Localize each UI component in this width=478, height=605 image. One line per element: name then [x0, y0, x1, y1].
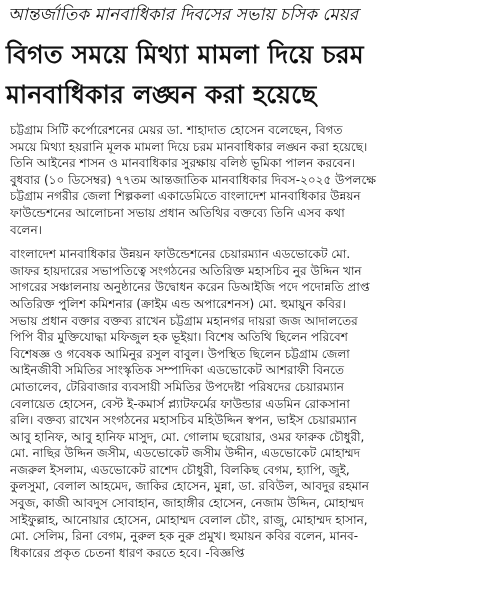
body-line: বুধবার (১০ ডিসেম্বর) ৭৭তম আন্তজাতিক মানবাধিকার দিবস-২০২৫ উপলক্ষে — [10, 172, 377, 187]
body-line: কুলসুমা, বেলাল আহমেদ, জাকির হোসেন, মুন্না, ডা. রবিউল, আবদুর রহমান — [10, 479, 369, 494]
body-line: সময়ে মিথ্যা হয়রানি মূলক মামলা দিয়ে চরম মানবাধিকার লঙ্ঘন করা হয়েছে। — [10, 139, 368, 154]
body-line: আইনজীবী সমিতির সাংস্কৃতিক সম্পাদিকা এডভোকেট আশরাফী বিনতে — [10, 363, 345, 378]
body-line: জাফর হায়দারের সভাপতিত্বে সংগঠনের অতিরিক্ত মহাসচিব নুর উদ্দিন খান — [10, 263, 362, 278]
body-line: তিনি আইনের শাসন ও মানবাধিকার সুরক্ষায় বলিষ্ঠ ভূমিকা পালন করবেন। — [10, 156, 356, 171]
body-line: চট্টগ্রাম সিটি কর্পোরেশনের মেয়র ডা. শাহাদাত হোসেন বলেছেন, বিগত — [10, 123, 343, 137]
body-line: সাইফুল্লাহ, আনোয়ার হোসেন, মোহাম্মদ বেলাল চৌং, রাজু, মোহাম্মদ হাসান, — [10, 512, 368, 527]
headline-line-1: বিগত সময়ে মিথ্যা মামলা দিয়ে চরম — [6, 40, 364, 69]
headline-line-2: মানবাধিকার লঙ্ঘন করা হয়েছে — [6, 80, 317, 109]
body-line: অতিরিক্ত পুলিশ কমিশনার (ক্রাইম এন্ড অপারেশনস) মো. হুমায়ুন কবির। — [10, 296, 346, 311]
body-line: ধিকারের প্রকৃত চেতনা ধারণ করতে হবে। -বিজ্ঞপ্তি — [10, 545, 245, 560]
body-line: মো. সেলিম, রিনা বেগম, নুরুল হক নুরু প্রমুখ। হুমায়ন কবির বলেন, মানব- — [10, 529, 359, 544]
body-line: সবুজ, কাজী আবদুস সোবাহান, জাহাঙ্গীর হোসেন, নেজাম উদ্দিন, মোহাম্মদ — [10, 496, 364, 511]
body-line: পিপি বীর মুক্তিযোদ্ধা মফিজুল হক ভূইয়া। বিশেষ অতিথি ছিলেন পরিবেশ — [10, 330, 348, 345]
body-line: আবু হানিফ, আবু হানিফ মাসুদ, মো. গোলাম ছরোয়ার, ওমর ফারুক চৌধুরী, — [10, 429, 365, 444]
body-line: ফাউন্ডেশনের আলোচনা সভায় প্রধান অতিথির বক্তব্যে তিনি এসব কথা — [10, 205, 345, 220]
body-line: রলি। বক্তব্য রাখেন সংগঠনের মহাসচিব মহিউদ্দিন স্বপন, ভাইস চেয়ারম্যান — [10, 413, 357, 428]
paragraph-1 — [10, 122, 468, 238]
body-line: বেলায়েত হোসেন, বেস্ট ই-কমার্স প্ল্যাটফর্মের ফাউন্ডার এডমিন রোকসানা — [10, 396, 350, 411]
body-line: মোতালেব, টেরিবাজার ব্যবসায়ী সমিতির উপদেষ্টা পরিষদের চেয়ারম্যান — [10, 379, 344, 394]
body-line: মো. নাছির উদ্দিন জসীম, এডভোকেট জসীম উদ্দীন, এডভোকেট মোহাম্মদ — [10, 446, 361, 461]
body-line: বিশেষজ্ঞ ও গবেষক আমিনুর রসুল বাবুল। উপস্থিত ছিলেন চট্টগ্রাম জেলা — [10, 346, 350, 361]
body-line: বাংলাদেশ মানবাধিকার উন্নয়ন ফাউন্ডেশনের চেয়ারম্যান এডভোকেট মো. — [10, 247, 351, 262]
body-line: সাগরের সঞ্চালনায় অনুষ্ঠানের উদ্বোধন করেন ডিআইজি পদে পদোন্নতি প্রাপ্ত — [10, 280, 370, 295]
body-line: চট্টগ্রাম নগরীর জেলা শিল্পকলা একাডেমিতে বাংলাদেশ মানবাধিকার উন্নয়ন — [10, 189, 361, 204]
body-line: সভায় প্রধান বক্তার বক্তব্য রাখেন চট্টগ্রাম মহানগর দায়রা জজ আদালতের — [10, 313, 358, 328]
body-line: বলেন। — [10, 222, 42, 237]
kicker-line: আন্তর্জাতিক মানবাধিকার দিবসের সভায় চসিক মেয়র — [8, 5, 359, 25]
article-body — [10, 122, 468, 561]
paragraph-2 — [10, 246, 468, 561]
body-line: নজরুল ইসলাম, এডভোকেট রাশেদ চৌধুরী, বিলকিছ বেগম, হ্যাপি, জুই, — [10, 462, 350, 477]
